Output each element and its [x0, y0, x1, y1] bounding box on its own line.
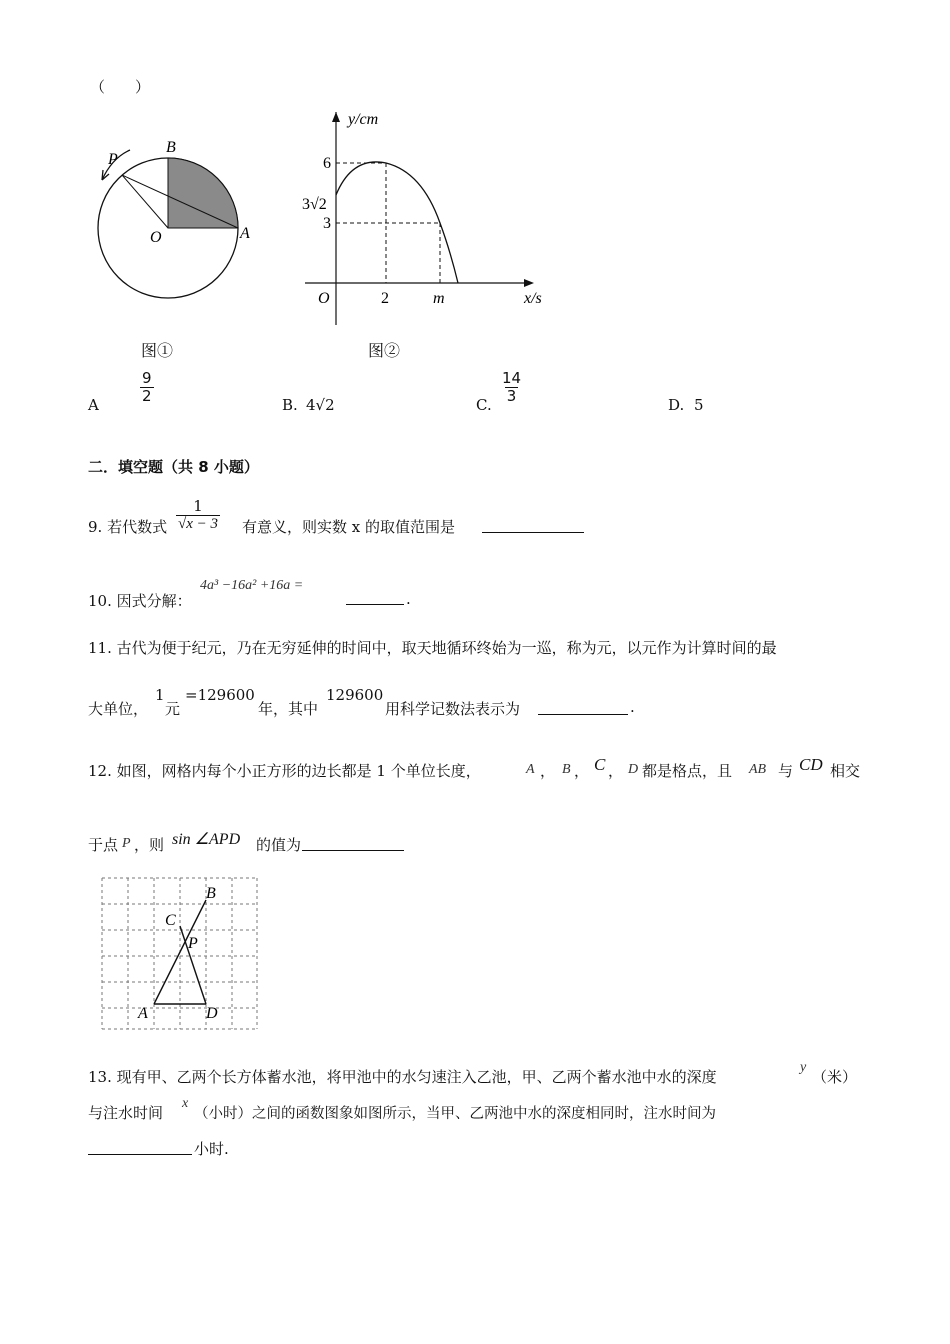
fig1-label-A: A: [240, 225, 250, 242]
fig2-tick-3r2: 3√2: [302, 196, 327, 213]
q10-period: .: [406, 590, 411, 608]
q12-line2-a: 于点: [88, 836, 119, 854]
fig2-x-axis: x/s: [524, 290, 542, 307]
q13-line1: 13. 现有甲、乙两个长方体蓄水池，将甲池中的水匀速注入乙池，甲、乙两个蓄水池中水的深度: [88, 1068, 717, 1086]
q13-var-y: y: [800, 1060, 807, 1075]
q12-comma-3: ，: [608, 762, 624, 780]
q9-post: 有意义，则实数 x 的取值范围是: [242, 518, 455, 536]
q13-var-x: x: [182, 1096, 189, 1111]
q9-answer-blank[interactable]: [482, 518, 584, 533]
q12-point-A: A: [526, 762, 535, 777]
q11-year: 年，其中: [258, 700, 319, 718]
option-D-value: 5: [694, 396, 704, 414]
q12-line1-c: 相交: [830, 762, 861, 780]
q11-yuan: 元: [165, 700, 181, 718]
q12-AB: AB: [749, 762, 767, 777]
option-B-letter[interactable]: B.: [282, 396, 298, 414]
q11-line2-a: 大单位，: [88, 700, 149, 718]
q12-point-P: P: [122, 836, 131, 851]
q13-line3: 小时.: [194, 1140, 229, 1158]
q12-CD: CD: [799, 755, 823, 774]
fig2-tick-6: 6: [323, 155, 331, 172]
q9-fraction: $\frac{1}{√x - 3}$: [178, 497, 219, 532]
q11-number: 129600: [326, 686, 384, 704]
q12-comma-2: ，: [574, 762, 590, 780]
fig1-caption: 图①: [141, 341, 174, 360]
figure-1-circle: [90, 130, 270, 310]
q12-line2-c: 的值为: [256, 836, 302, 854]
q12-line1-a: 12. 如图，网格内每个小正方形的边长都是 1 个单位长度，: [88, 762, 481, 780]
q12-line2-b: ，则: [134, 836, 165, 854]
q12-grid-figure: [98, 874, 262, 1034]
option-D-letter[interactable]: D.: [668, 396, 685, 414]
grid-label-A: A: [138, 1005, 148, 1022]
grid-label-P: P: [188, 935, 198, 952]
grid-label-C: C: [165, 912, 176, 929]
q10-answer-blank[interactable]: [346, 590, 404, 605]
q12-point-D: D: [628, 762, 639, 777]
q11-line1: 11. 古代为便于纪元，乃在无穷延伸的时间中，取天地循环终始为一巡，称为元，以元作为计算时间的最: [88, 639, 777, 657]
q10-expression: 4a³ −16a² +16a =: [200, 578, 304, 593]
q11-one: 1: [155, 686, 165, 704]
fig2-y-axis: y/cm: [348, 111, 379, 128]
option-B-value: 4√2: [306, 396, 335, 414]
fig1-label-O: O: [150, 229, 162, 246]
q9-pre: 9. 若代数式: [88, 518, 168, 536]
fig2-tick-2: 2: [381, 290, 389, 307]
q12-point-C: C: [594, 755, 606, 774]
q12-with: 与: [778, 762, 794, 780]
q13-line2-b: （小时）之间的函数图象如图所示，当甲、乙两池中水的深度相同时，注水时间为: [194, 1106, 716, 1122]
q12-sin-APD: sin ∠APD: [172, 831, 241, 848]
option-A-fraction: $\frac{9}{2}$: [142, 369, 152, 405]
section-title: 二．填空题（共 8 小题）: [88, 458, 259, 476]
q13-mi: （米）: [812, 1068, 858, 1086]
grid-label-D: D: [206, 1005, 218, 1022]
q13-line2-a: 与注水时间: [88, 1104, 164, 1122]
q12-line1-b: 都是格点，且: [642, 762, 733, 780]
q12-comma-1: ，: [540, 762, 556, 780]
q13-answer-blank[interactable]: [88, 1140, 192, 1155]
fig2-caption: 图②: [368, 341, 401, 360]
fig2-tick-3: 3: [323, 215, 331, 232]
option-A-letter[interactable]: A: [88, 396, 99, 414]
option-C-letter[interactable]: C.: [476, 396, 492, 414]
option-C-fraction: $\frac{14}{3}$: [502, 369, 522, 405]
q11-eq: =129600: [185, 686, 255, 704]
fig1-label-B: B: [166, 139, 176, 156]
fig2-tick-m: m: [433, 290, 445, 307]
q10-pre: 10. 因式分解：: [88, 592, 192, 610]
q11-answer-blank[interactable]: [538, 700, 628, 715]
q12-point-B: B: [562, 762, 571, 777]
grid-label-B: B: [206, 885, 216, 902]
q11-period: .: [630, 698, 635, 716]
q12-answer-blank[interactable]: [302, 836, 404, 851]
q11-line2-b: 用科学记数法表示为: [385, 700, 521, 718]
fig2-tick-O: O: [318, 290, 330, 307]
answer-paren: （ ）: [90, 78, 151, 96]
fig1-label-P: P: [108, 151, 118, 168]
figure-2-graph: [290, 100, 560, 335]
